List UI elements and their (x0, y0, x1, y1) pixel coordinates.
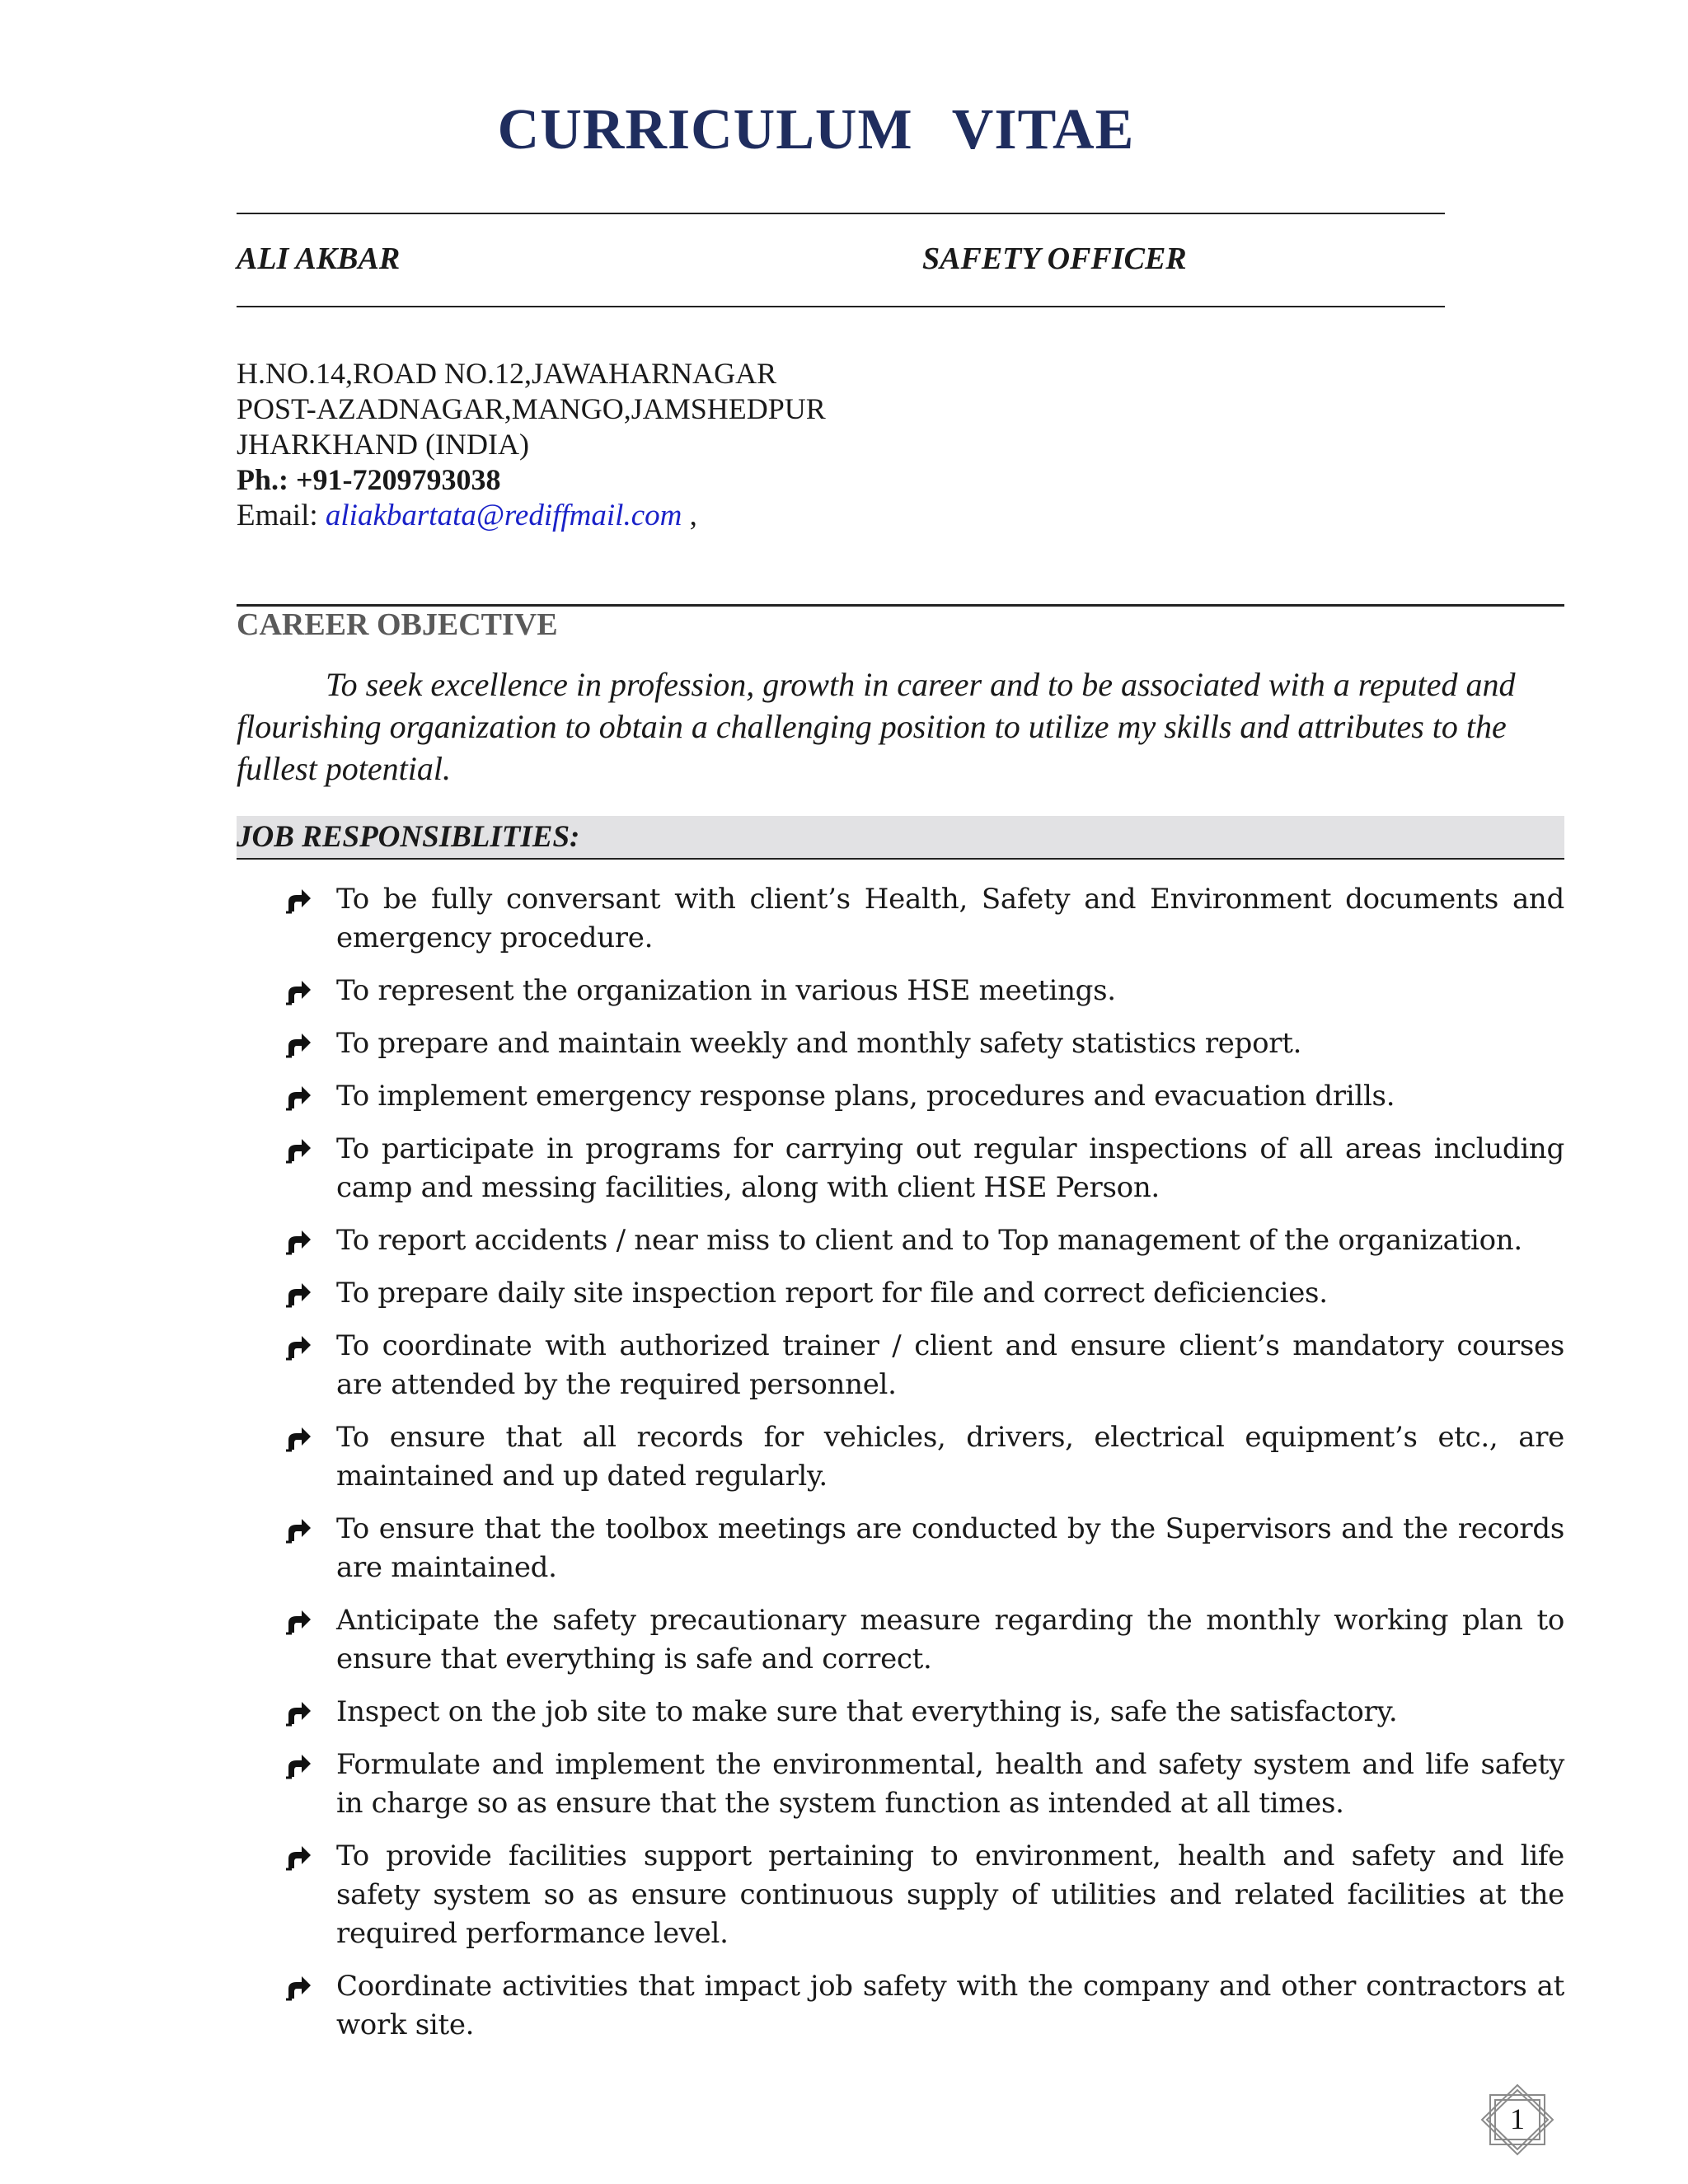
list-item: Coordinate activities that impact job safety with the company and other contractors at work site. (280, 1967, 1564, 2045)
arrow-bullet-icon (284, 1423, 313, 1453)
email-label: Email: (237, 499, 326, 532)
arrow-bullet-icon (284, 1332, 313, 1361)
arrow-bullet-icon (284, 1972, 313, 2002)
list-item: To coordinate with authorized trainer / client and ensure client’s mandatory courses are attended by the required personnel. (280, 1327, 1564, 1404)
job-responsibilities-heading: JOB RESPONSIBLITIES: (237, 820, 580, 854)
address-block (237, 356, 826, 533)
career-objective-heading: CAREER OBJECTIVE (237, 607, 558, 642)
divider-top (237, 213, 1445, 214)
email-line (237, 498, 826, 533)
list-item: To ensure that the toolbox meetings are conducted by the Supervisors and the records are maintained. (280, 1510, 1564, 1587)
address-line-1: H.NO.14,ROAD NO.12,JAWAHARNAGAR (237, 357, 777, 390)
list-item: Inspect on the job site to make sure that everything is, safe the satisfactory. (280, 1693, 1564, 1732)
list-item: To ensure that all records for vehicles, drivers, electrical equipment’s etc., are maintained and up dated regularly. (280, 1418, 1564, 1496)
list-item: To report accidents / near miss to client and to Top management of the organization. (280, 1221, 1564, 1260)
arrow-bullet-icon (284, 1698, 313, 1727)
page-number-badge (1475, 2082, 1559, 2158)
responsibilities-list (280, 880, 1564, 2059)
arrow-bullet-icon (284, 1082, 313, 1112)
page-number: 1 (1510, 2102, 1525, 2135)
email-link[interactable]: aliakbartata@rediffmail.com (325, 499, 682, 532)
arrow-bullet-icon (284, 1029, 313, 1059)
arrow-bullet-icon (284, 1135, 313, 1165)
list-item: To prepare daily site inspection report for file and correct deficiencies. (280, 1274, 1564, 1313)
list-item: To implement emergency response plans, procedures and evacuation drills. (280, 1077, 1564, 1116)
arrow-bullet-icon (284, 1842, 313, 1872)
arrow-bullet-icon (284, 885, 313, 915)
candidate-name: ALI AKBAR (237, 241, 401, 276)
list-item: To participate in programs for carrying out regular inspections of all areas including camp and messing facilities, along with client HSE Person. (280, 1130, 1564, 1207)
list-item: To represent the organization in various HSE meetings. (280, 972, 1564, 1010)
phone-number: Ph.: +91-7209793038 (237, 463, 501, 496)
candidate-role: SAFETY OFFICER (922, 241, 1187, 276)
address-line-3: JHARKHAND (INDIA) (237, 428, 529, 461)
arrow-bullet-icon (284, 1226, 313, 1256)
document-title: CURRICULUM VITAE (497, 98, 1135, 162)
list-item: To prepare and maintain weekly and monthly safety statistics report. (280, 1024, 1564, 1063)
address-line-2: POST-AZADNAGAR,MANGO,JAMSHEDPUR (237, 392, 826, 425)
list-item: Anticipate the safety precautionary measure regarding the monthly working plan to ensure that everything is safe and correct. (280, 1601, 1564, 1679)
list-item: Formulate and implement the environmental, health and safety system and life safety in charge so as ensure that the system function as intended at all times. (280, 1746, 1564, 1823)
arrow-bullet-icon (284, 1750, 313, 1780)
job-responsibilities-band (237, 816, 1564, 858)
divider-name (237, 306, 1445, 307)
email-suffix: , (682, 499, 697, 532)
career-objective-body: To seek excellence in profession, growth in career and to be associated with a reputed and flourishing organization to obtain a challenging position to utilize my skills and attributes to the fullest potential. (237, 666, 1516, 787)
arrow-bullet-icon (284, 1606, 313, 1636)
arrow-bullet-icon (284, 1515, 313, 1544)
divider-job (237, 858, 1564, 860)
list-item: To provide facilities support pertaining to environment, health and safety and life safety system so as ensure continuous supply of utilities and related facilities at the required performance level. (280, 1837, 1564, 1953)
list-item: To be fully conversant with client’s Health, Safety and Environment documents and emergency procedure. (280, 880, 1564, 958)
career-objective-text (237, 663, 1522, 790)
arrow-bullet-icon (284, 1279, 313, 1309)
arrow-bullet-icon (284, 977, 313, 1006)
